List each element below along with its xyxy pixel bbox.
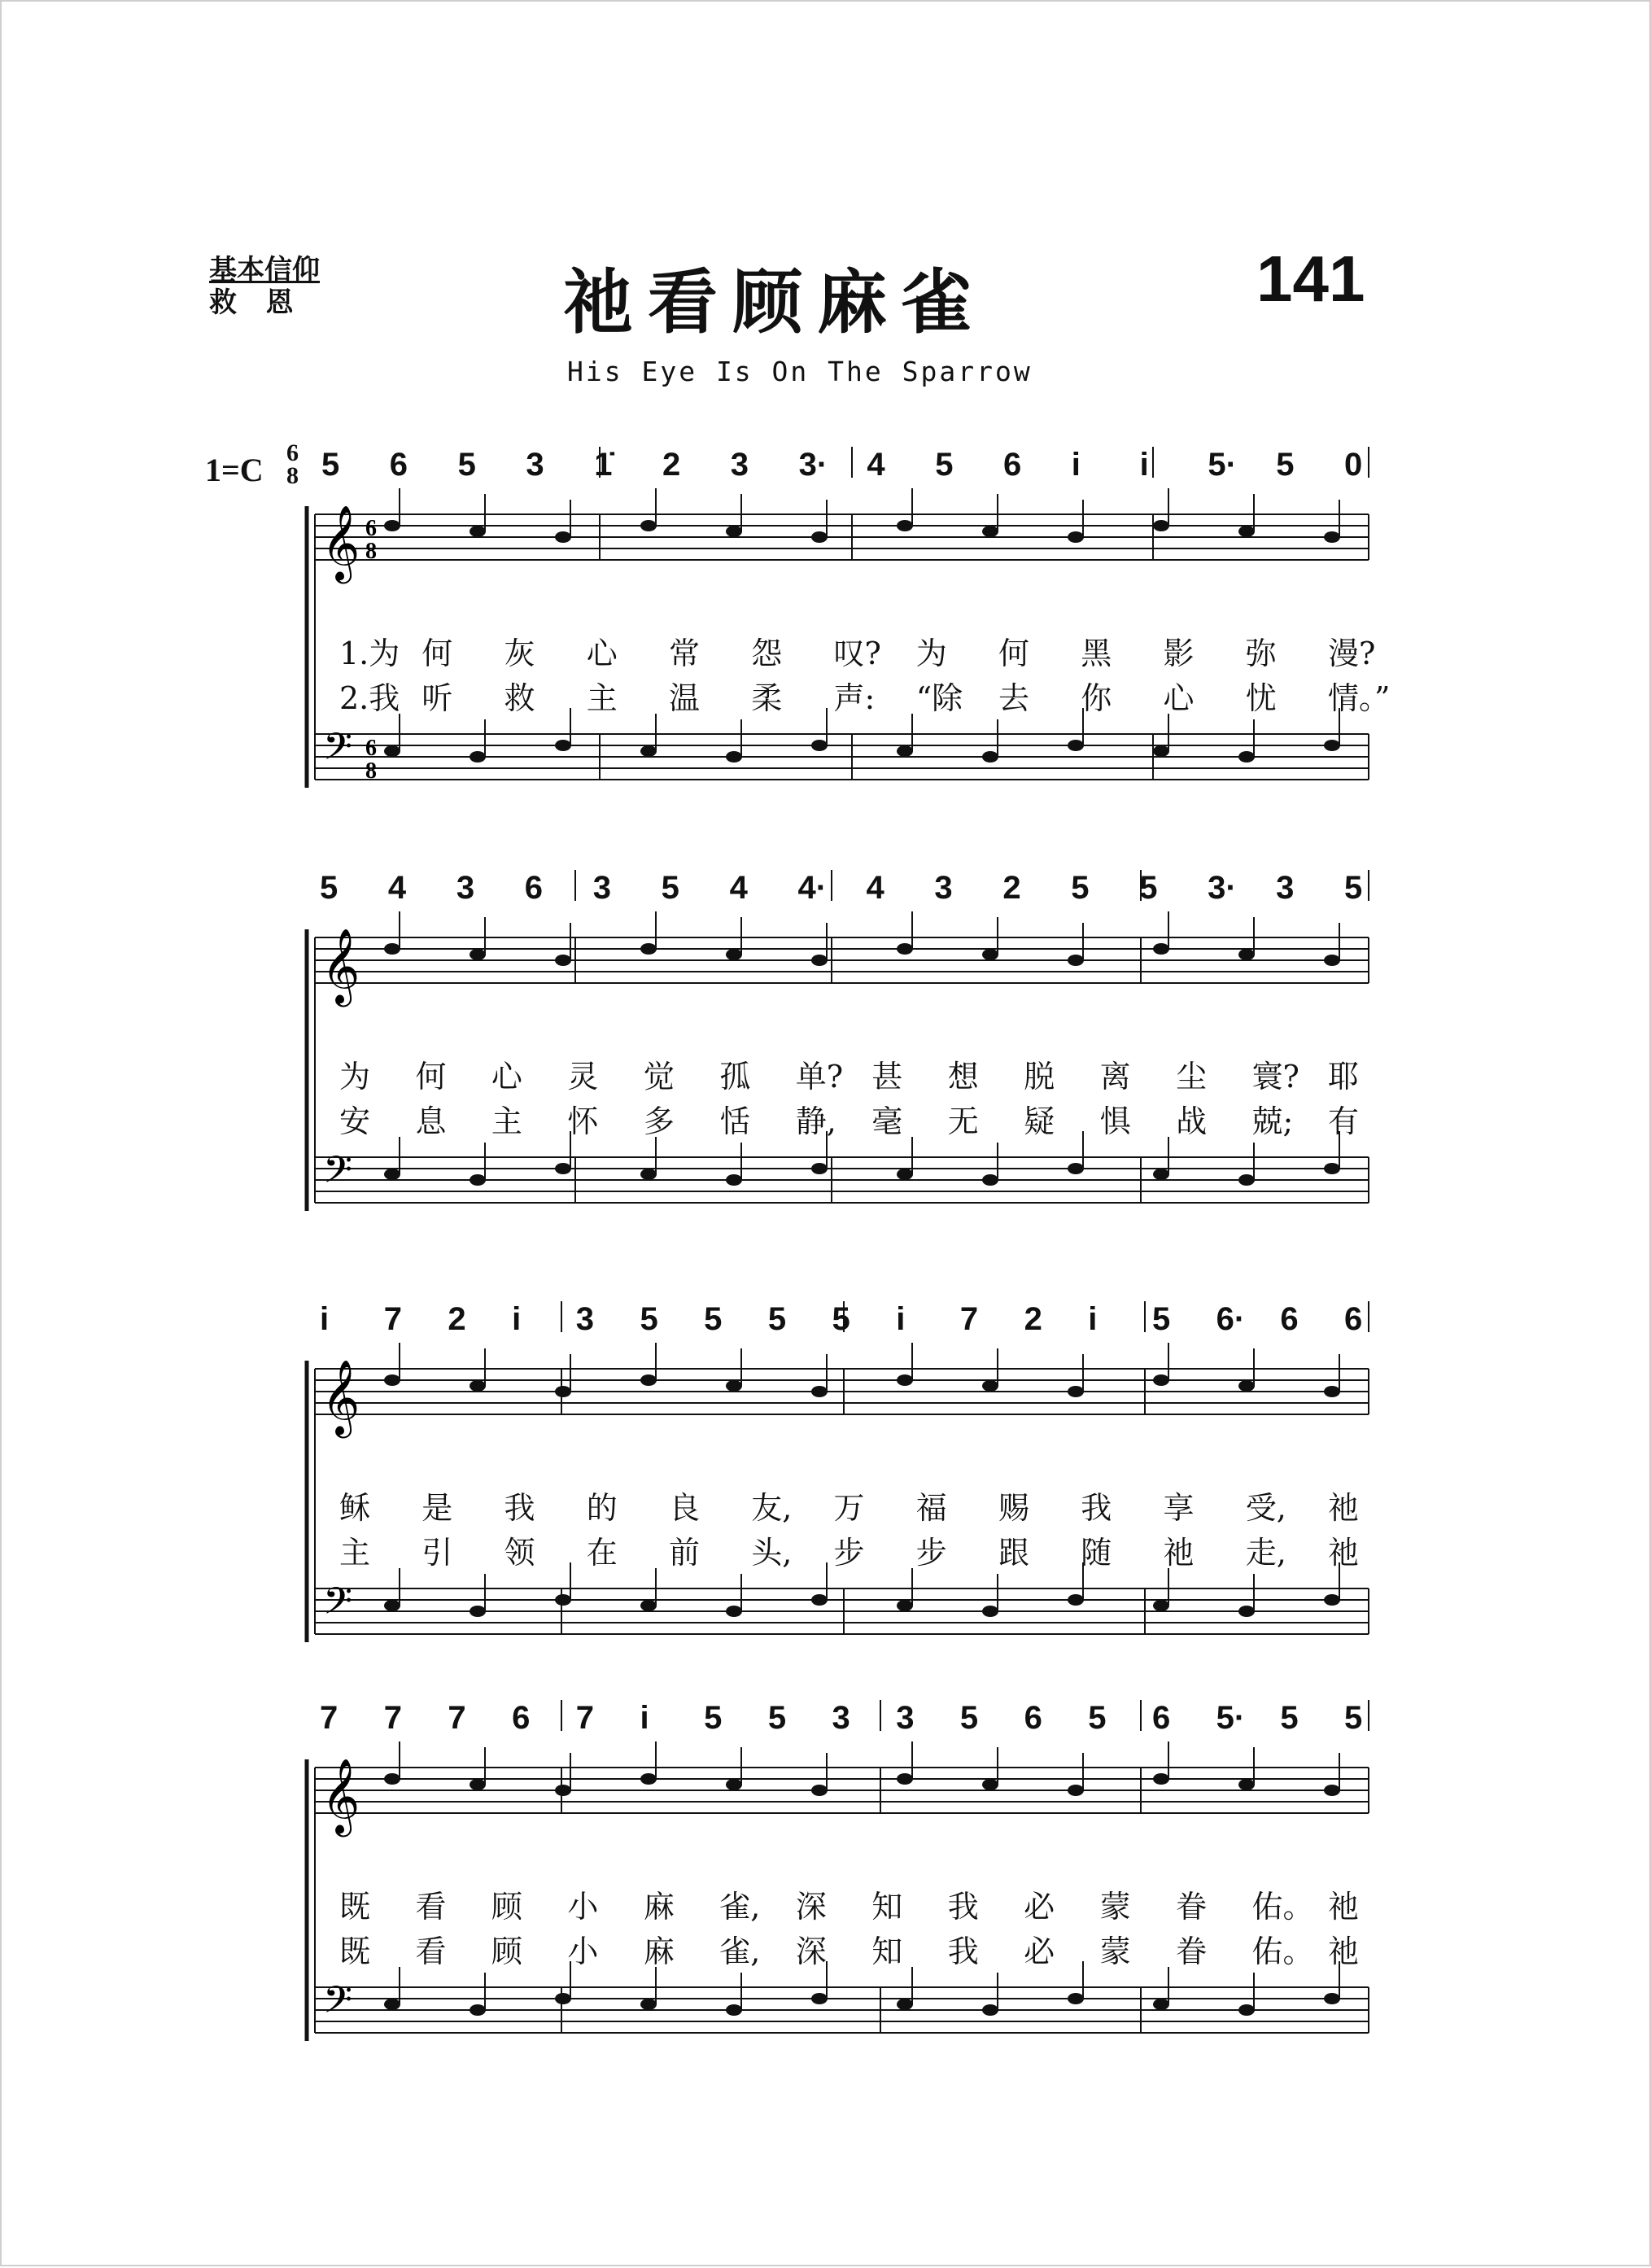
lyric-verse2: 多 bbox=[643, 1103, 675, 1139]
bass-notehead bbox=[811, 1163, 828, 1174]
jianpu-note: 4 bbox=[867, 447, 885, 483]
lyric-verse1: 为 bbox=[915, 636, 947, 671]
jianpu-note: 7 bbox=[320, 1700, 338, 1736]
jianpu-note: 6 bbox=[1344, 1301, 1363, 1337]
lyric-verse2: 走, bbox=[1245, 1535, 1286, 1571]
lyric-verse1: 常 bbox=[669, 636, 701, 671]
treble-notehead bbox=[726, 526, 742, 537]
hymn-title: 祂看顾麻雀 bbox=[563, 262, 986, 343]
jianpu-note: 6 bbox=[1003, 447, 1022, 483]
treble-notehead bbox=[470, 526, 486, 537]
jianpu-note: 2 bbox=[662, 447, 681, 483]
treble-notehead bbox=[640, 943, 657, 955]
time-signature-bottom: 8 bbox=[286, 462, 299, 489]
jianpu-note: 3 bbox=[730, 447, 749, 483]
bass-notehead bbox=[470, 1606, 486, 1617]
jianpu-note: i bbox=[1139, 447, 1149, 483]
lyric-verse2: 息 bbox=[415, 1103, 447, 1139]
treble-notehead bbox=[555, 955, 571, 966]
lyric-verse2: 静, bbox=[795, 1103, 836, 1139]
lyric-verse1: 怨 bbox=[751, 636, 783, 671]
lyric-verse1: 必 bbox=[1024, 1889, 1055, 1925]
lyric-verse2: 蒙 bbox=[1099, 1934, 1131, 1969]
jianpu-note: 3 bbox=[592, 870, 611, 906]
jianpu-note: 5 bbox=[640, 1301, 658, 1337]
bass-notehead bbox=[982, 1606, 998, 1617]
lyric-verse1: 黑 bbox=[1081, 636, 1112, 671]
treble-notehead bbox=[1153, 1773, 1169, 1785]
lyric-verse2: 疑 bbox=[1024, 1103, 1055, 1139]
lyric-verse1: 灰 bbox=[504, 636, 535, 671]
lyric-verse2: 麻 bbox=[643, 1934, 675, 1969]
jianpu-note: 5 bbox=[320, 870, 338, 906]
lyric-verse2: 救 bbox=[504, 680, 535, 716]
jianpu-note: 6 bbox=[389, 447, 408, 483]
lyric-verse2: 步 bbox=[915, 1535, 947, 1571]
category-primary: 基本信仰 bbox=[209, 254, 320, 286]
bass-notehead bbox=[897, 1600, 913, 1611]
treble-notehead bbox=[811, 1386, 828, 1397]
bass-notehead bbox=[982, 1174, 998, 1186]
bass-notehead bbox=[1068, 1594, 1084, 1606]
jianpu-note: 5 bbox=[457, 447, 476, 483]
treble-notehead bbox=[1324, 1785, 1340, 1796]
treble-notehead bbox=[726, 949, 742, 960]
jianpu-note: 3 bbox=[575, 1301, 594, 1337]
lyric-verse1: 影 bbox=[1163, 636, 1195, 671]
staff-graphics bbox=[2, 2, 1651, 2268]
lyric-verse1: 我 bbox=[1081, 1490, 1112, 1526]
jianpu-note: 5 bbox=[661, 870, 679, 906]
bass-notehead bbox=[982, 751, 998, 763]
bass-notehead bbox=[1068, 1163, 1084, 1174]
time-signature-top: 6 bbox=[286, 439, 299, 466]
treble-clef-icon: 𝄞 bbox=[321, 505, 360, 580]
jianpu-note: 5 bbox=[1139, 870, 1158, 906]
lyric-verse2: 你 bbox=[1081, 680, 1112, 716]
lyric-verse2: 在 bbox=[586, 1535, 618, 1571]
lyric-verse2: 眷 bbox=[1176, 1934, 1208, 1969]
treble-clef-icon: 𝄞 bbox=[321, 928, 360, 1003]
lyric-verse2: 有 bbox=[1328, 1103, 1360, 1139]
bass-notehead bbox=[555, 740, 571, 751]
jianpu-note: 6 bbox=[524, 870, 544, 906]
lyric-verse1: 我 bbox=[947, 1889, 979, 1925]
treble-notehead bbox=[897, 1374, 913, 1386]
lyric-verse2: 无 bbox=[947, 1103, 979, 1139]
jianpu-note: 2 bbox=[1024, 1301, 1042, 1337]
jianpu-note: 5 bbox=[832, 1301, 850, 1337]
lyric-verse1: 祂 bbox=[1328, 1889, 1360, 1925]
treble-notehead bbox=[555, 1785, 571, 1796]
lyric-verse1: 漫? bbox=[1328, 636, 1376, 671]
bass-notehead bbox=[1238, 1606, 1255, 1617]
lyric-verse2: 主 bbox=[339, 1535, 371, 1571]
lyric-verse2: 雀, bbox=[719, 1934, 761, 1969]
bass-notehead bbox=[470, 751, 486, 763]
lyric-verse2: 随 bbox=[1081, 1535, 1112, 1571]
lyric-verse2: 既 bbox=[339, 1934, 371, 1969]
treble-notehead bbox=[1068, 1386, 1084, 1397]
bass-clef-icon: 𝄢 bbox=[323, 1580, 353, 1632]
jianpu-note: i bbox=[512, 1301, 522, 1337]
bass-notehead bbox=[1324, 1594, 1340, 1606]
lyric-verse1: 万 bbox=[833, 1490, 865, 1526]
bass-notehead bbox=[1324, 1993, 1340, 2004]
lyric-verse2: 情。” bbox=[1328, 680, 1391, 716]
bass-notehead bbox=[897, 1999, 913, 2010]
bass-clef-icon: 𝄢 bbox=[323, 725, 353, 778]
treble-notehead bbox=[1324, 1386, 1340, 1397]
lyric-verse2: 安 bbox=[339, 1103, 371, 1139]
lyric-verse2: 祂 bbox=[1328, 1934, 1360, 1969]
lyric-verse1: 灵 bbox=[567, 1059, 599, 1095]
lyric-verse1: 看 bbox=[415, 1889, 447, 1925]
bass-notehead bbox=[1324, 740, 1340, 751]
treble-notehead bbox=[982, 1380, 998, 1392]
jianpu-note: i bbox=[1071, 447, 1081, 483]
treble-notehead bbox=[1238, 526, 1255, 537]
treble-notehead bbox=[982, 526, 998, 537]
lyric-verse1: 顾 bbox=[491, 1889, 522, 1925]
lyric-verse2: 佑。 bbox=[1251, 1934, 1314, 1969]
treble-notehead bbox=[1068, 1785, 1084, 1796]
treble-notehead bbox=[384, 520, 400, 531]
jianpu-note: 3 bbox=[896, 1700, 915, 1736]
lyric-verse1: 叹? bbox=[833, 636, 881, 671]
lyric-verse1: 觉 bbox=[643, 1059, 675, 1095]
bass-notehead bbox=[811, 1594, 828, 1606]
lyric-verse2: 战 bbox=[1176, 1103, 1208, 1139]
english-subtitle: His Eye Is On The Sparrow bbox=[567, 356, 1033, 387]
treble-notehead bbox=[470, 1380, 486, 1392]
lyric-verse2: 看 bbox=[415, 1934, 447, 1969]
jianpu-note: 4 bbox=[387, 870, 407, 906]
treble-notehead bbox=[1068, 531, 1084, 543]
bass-notehead bbox=[726, 751, 742, 763]
bass-notehead bbox=[640, 1169, 657, 1180]
treble-notehead bbox=[811, 955, 828, 966]
jianpu-note: 5 bbox=[1344, 870, 1363, 906]
jianpu-note: 5 bbox=[704, 1700, 723, 1736]
lyric-verse2: 祂 bbox=[1328, 1535, 1360, 1571]
treble-notehead bbox=[1153, 1374, 1169, 1386]
jianpu-note: 2 bbox=[448, 1301, 466, 1337]
lyric-verse2: 主 bbox=[491, 1103, 522, 1139]
lyric-verse1: 想 bbox=[947, 1059, 979, 1095]
category-secondary: 救 恩 bbox=[209, 286, 294, 319]
lyric-verse1: 离 bbox=[1099, 1059, 1131, 1095]
treble-notehead bbox=[1238, 1779, 1255, 1790]
jianpu-note: 5· bbox=[1216, 1700, 1246, 1736]
lyric-verse2: “除 bbox=[915, 680, 963, 716]
bass-notehead bbox=[1153, 1169, 1169, 1180]
jianpu-note: 3 bbox=[1276, 870, 1295, 906]
bass-time-signature: 8 bbox=[365, 758, 377, 784]
lyric-verse1: 脱 bbox=[1024, 1059, 1055, 1095]
jianpu-note: 7 bbox=[575, 1700, 594, 1736]
treble-notehead bbox=[384, 943, 400, 955]
lyric-verse2: 步 bbox=[833, 1535, 865, 1571]
lyric-verse1: 知 bbox=[871, 1889, 903, 1925]
jianpu-note: 6· bbox=[1216, 1301, 1246, 1337]
lyric-verse2: 去 bbox=[998, 680, 1030, 716]
lyric-verse1: 何 bbox=[415, 1059, 447, 1095]
lyric-verse1: 蒙 bbox=[1099, 1889, 1131, 1925]
bass-notehead bbox=[897, 745, 913, 757]
lyric-verse1: 良 bbox=[669, 1490, 701, 1526]
lyric-verse2: 惧 bbox=[1099, 1103, 1131, 1139]
jianpu-note: 3· bbox=[798, 447, 828, 483]
treble-notehead bbox=[640, 520, 657, 531]
bass-notehead bbox=[640, 745, 657, 757]
bass-notehead bbox=[384, 1999, 400, 2010]
treble-notehead bbox=[640, 1374, 657, 1386]
treble-notehead bbox=[555, 1386, 571, 1397]
lyric-verse1: 孤 bbox=[719, 1059, 751, 1095]
lyric-verse2: 主 bbox=[586, 680, 618, 716]
bass-notehead bbox=[1068, 740, 1084, 751]
lyric-verse1: 祂 bbox=[1328, 1490, 1360, 1526]
bass-notehead bbox=[384, 745, 400, 757]
jianpu-note: 6 bbox=[512, 1700, 531, 1736]
bass-notehead bbox=[1324, 1163, 1340, 1174]
treble-notehead bbox=[470, 949, 486, 960]
bass-notehead bbox=[555, 1163, 571, 1174]
treble-clef-icon: 𝄞 bbox=[321, 1758, 360, 1833]
bass-notehead bbox=[811, 1993, 828, 2004]
treble-notehead bbox=[384, 1374, 400, 1386]
treble-notehead bbox=[640, 1773, 657, 1785]
bass-notehead bbox=[470, 1174, 486, 1186]
treble-notehead bbox=[897, 943, 913, 955]
jianpu-note: 6 bbox=[1280, 1301, 1299, 1337]
treble-time-signature: 8 bbox=[365, 539, 377, 564]
jianpu-note: 5 bbox=[704, 1301, 723, 1337]
treble-notehead bbox=[1238, 1380, 1255, 1392]
lyric-verse2: 2.我 bbox=[339, 680, 400, 716]
jianpu-note: 5 bbox=[767, 1301, 787, 1337]
treble-notehead bbox=[897, 520, 913, 531]
bass-notehead bbox=[1238, 1174, 1255, 1186]
lyric-verse2: 我 bbox=[947, 1934, 979, 1969]
jianpu-note: 5· bbox=[1208, 447, 1237, 483]
bass-clef-icon: 𝄢 bbox=[323, 1978, 353, 2031]
bass-notehead bbox=[1068, 1993, 1084, 2004]
lyric-verse2: 领 bbox=[504, 1535, 535, 1571]
bass-notehead bbox=[1153, 1999, 1169, 2010]
jianpu-note: 0 bbox=[1344, 447, 1363, 483]
jianpu-note: i bbox=[320, 1301, 330, 1337]
treble-time-signature: 6 bbox=[365, 516, 377, 541]
lyric-verse1: 福 bbox=[915, 1490, 947, 1526]
lyric-verse1: 小 bbox=[567, 1889, 599, 1925]
jianpu-note: 3 bbox=[934, 870, 953, 906]
treble-notehead bbox=[1324, 955, 1340, 966]
jianpu-note: 3 bbox=[526, 447, 544, 483]
bass-notehead bbox=[1238, 2004, 1255, 2016]
bass-notehead bbox=[726, 2004, 742, 2016]
lyric-verse2: 顾 bbox=[491, 1934, 522, 1969]
lyric-verse2: 引 bbox=[421, 1535, 453, 1571]
jianpu-note: 5 bbox=[1280, 1700, 1299, 1736]
treble-notehead bbox=[555, 531, 571, 543]
lyric-verse1: 耶 bbox=[1328, 1059, 1360, 1095]
jianpu-note: 7 bbox=[448, 1700, 466, 1736]
treble-clef-icon: 𝄞 bbox=[321, 1359, 360, 1435]
lyric-verse1: 深 bbox=[795, 1889, 827, 1925]
bass-notehead bbox=[897, 1169, 913, 1180]
lyric-verse1: 友, bbox=[751, 1490, 793, 1526]
lyric-verse1: 弥 bbox=[1245, 636, 1277, 671]
treble-notehead bbox=[470, 1779, 486, 1790]
treble-notehead bbox=[811, 531, 828, 543]
lyric-verse2: 祂 bbox=[1163, 1535, 1195, 1571]
lyric-verse2: 深 bbox=[795, 1934, 827, 1969]
lyric-verse2: 跟 bbox=[998, 1535, 1030, 1571]
bass-notehead bbox=[726, 1174, 742, 1186]
bass-notehead bbox=[982, 2004, 998, 2016]
jianpu-note: i bbox=[896, 1301, 906, 1337]
jianpu-note: i bbox=[640, 1700, 649, 1736]
lyric-verse2: 恬 bbox=[719, 1103, 751, 1139]
lyric-verse1: 的 bbox=[586, 1490, 618, 1526]
lyric-verse2: 声: bbox=[833, 680, 876, 716]
lyric-verse2: 温 bbox=[669, 680, 701, 716]
lyric-verse1: 我 bbox=[504, 1490, 535, 1526]
jianpu-note: 6 bbox=[1024, 1700, 1042, 1736]
bass-notehead bbox=[1153, 1600, 1169, 1611]
jianpu-note: 1̇ bbox=[594, 447, 613, 483]
lyric-verse2: 怀 bbox=[567, 1103, 599, 1139]
bass-clef-icon: 𝄢 bbox=[323, 1148, 353, 1201]
bass-notehead bbox=[1153, 745, 1169, 757]
treble-notehead bbox=[726, 1779, 742, 1790]
lyric-verse1: 既 bbox=[339, 1889, 371, 1925]
lyric-verse1: 心 bbox=[491, 1059, 522, 1095]
lyric-verse1: 心 bbox=[586, 636, 618, 671]
jianpu-note: 3 bbox=[456, 870, 475, 906]
lyric-verse2: 前 bbox=[669, 1535, 701, 1571]
treble-notehead bbox=[811, 1785, 828, 1796]
lyric-verse2: 听 bbox=[421, 680, 453, 716]
lyric-verse2: 毫 bbox=[871, 1103, 903, 1139]
treble-notehead bbox=[982, 1779, 998, 1790]
treble-notehead bbox=[982, 949, 998, 960]
bass-notehead bbox=[726, 1606, 742, 1617]
lyric-verse1: 何 bbox=[998, 636, 1030, 671]
jianpu-note: 4 bbox=[866, 870, 884, 906]
jianpu-note: 5 bbox=[1276, 447, 1295, 483]
jianpu-note: 3 bbox=[832, 1700, 850, 1736]
treble-notehead bbox=[897, 1773, 913, 1785]
treble-notehead bbox=[1153, 943, 1169, 955]
jianpu-note: 7 bbox=[959, 1301, 979, 1337]
lyric-verse2: 知 bbox=[871, 1934, 903, 1969]
jianpu-note: 6 bbox=[1151, 1700, 1171, 1736]
bass-notehead bbox=[555, 1993, 571, 2004]
bass-notehead bbox=[384, 1600, 400, 1611]
lyric-verse1: 甚 bbox=[871, 1059, 903, 1095]
bass-notehead bbox=[640, 1999, 657, 2010]
treble-notehead bbox=[1068, 955, 1084, 966]
jianpu-note: 3· bbox=[1208, 870, 1237, 906]
bass-notehead bbox=[1238, 751, 1255, 763]
lyric-verse1: 1.为 bbox=[339, 636, 400, 671]
lyric-verse1: 单? bbox=[795, 1059, 844, 1095]
jianpu-note: 7 bbox=[383, 1700, 402, 1736]
lyric-verse1: 稣 bbox=[339, 1490, 371, 1526]
lyric-verse2: 小 bbox=[567, 1934, 599, 1969]
jianpu-note: 5 bbox=[1088, 1700, 1107, 1736]
jianpu-note: 2 bbox=[1002, 870, 1021, 906]
treble-notehead bbox=[1238, 949, 1255, 960]
bass-notehead bbox=[811, 740, 828, 751]
bass-time-signature: 6 bbox=[365, 736, 377, 761]
jianpu-note: 4· bbox=[797, 870, 828, 906]
treble-notehead bbox=[1153, 520, 1169, 531]
bass-notehead bbox=[640, 1600, 657, 1611]
hymn-number: 141 bbox=[1256, 243, 1365, 315]
jianpu-note: 5 bbox=[935, 447, 954, 483]
jianpu-note: 5 bbox=[1151, 1301, 1171, 1337]
treble-notehead bbox=[384, 1773, 400, 1785]
lyric-verse1: 雀, bbox=[719, 1889, 761, 1925]
lyric-verse2: 头, bbox=[751, 1535, 793, 1571]
lyric-verse1: 何 bbox=[421, 636, 453, 671]
bass-notehead bbox=[555, 1594, 571, 1606]
lyric-verse2: 忧 bbox=[1245, 680, 1277, 716]
key-signature: 1=C bbox=[205, 452, 264, 488]
jianpu-note: 5 bbox=[959, 1700, 979, 1736]
jianpu-note: 5 bbox=[1071, 870, 1090, 906]
treble-notehead bbox=[726, 1380, 742, 1392]
lyric-verse1: 是 bbox=[421, 1490, 453, 1526]
lyric-verse2: 柔 bbox=[751, 680, 783, 716]
jianpu-note: 5 bbox=[1344, 1700, 1363, 1736]
lyric-verse1: 赐 bbox=[998, 1490, 1030, 1526]
treble-notehead bbox=[1324, 531, 1340, 543]
lyric-verse1: 享 bbox=[1163, 1490, 1195, 1526]
lyric-verse1: 麻 bbox=[643, 1889, 675, 1925]
jianpu-note: 5 bbox=[321, 447, 340, 483]
lyric-verse1: 眷 bbox=[1176, 1889, 1208, 1925]
jianpu-note: 7 bbox=[383, 1301, 402, 1337]
bass-notehead bbox=[470, 2004, 486, 2016]
lyric-verse1: 受, bbox=[1245, 1490, 1286, 1526]
lyric-verse1: 佑。 bbox=[1251, 1889, 1314, 1925]
lyric-verse1: 寰? bbox=[1251, 1059, 1299, 1095]
bass-notehead bbox=[384, 1169, 400, 1180]
lyric-verse2: 心 bbox=[1163, 680, 1195, 716]
lyric-verse1: 尘 bbox=[1176, 1059, 1208, 1095]
jianpu-note: 4 bbox=[729, 870, 748, 906]
jianpu-note: 5 bbox=[767, 1700, 787, 1736]
jianpu-note: i bbox=[1088, 1301, 1098, 1337]
lyric-verse1: 为 bbox=[339, 1059, 371, 1095]
lyric-verse2: 必 bbox=[1024, 1934, 1055, 1969]
lyric-verse2: 兢; bbox=[1251, 1103, 1294, 1139]
